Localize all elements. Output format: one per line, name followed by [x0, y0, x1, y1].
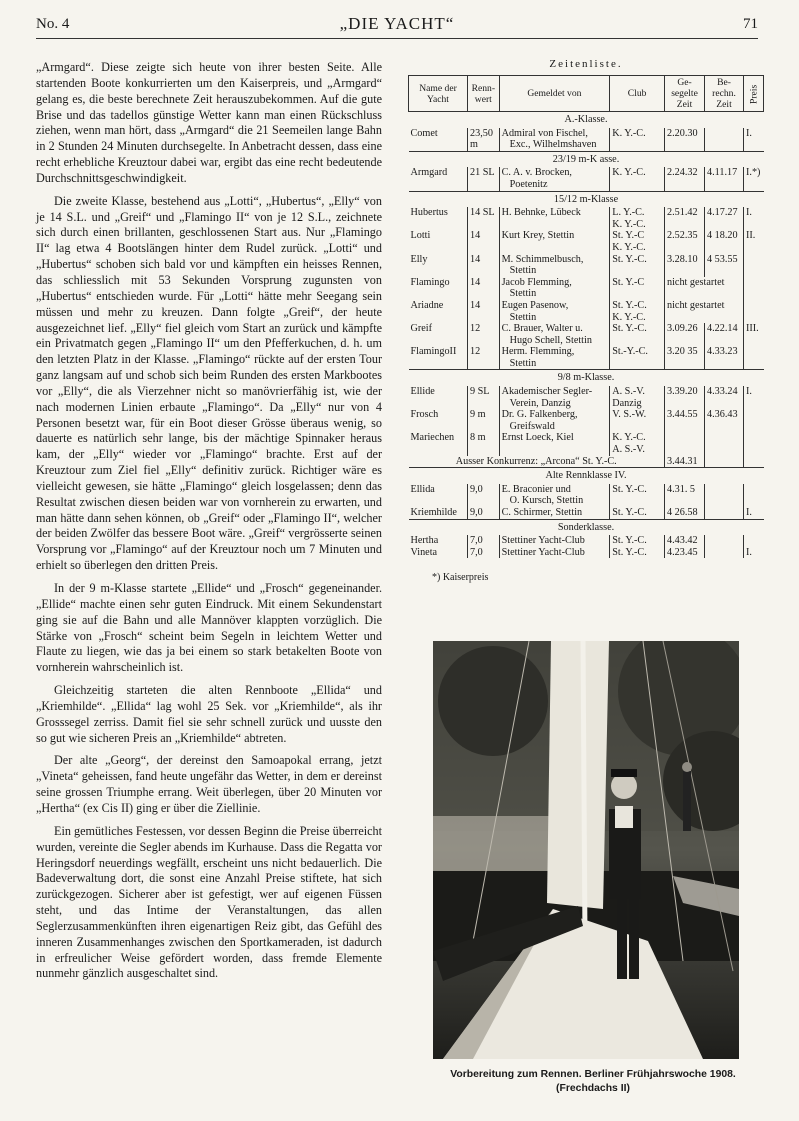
cell-preis [744, 254, 764, 277]
cell-club [610, 128, 665, 152]
cell-rennwert [468, 346, 500, 370]
cell-name: Hertha [410, 535, 439, 547]
cell-gesegelt: 3.28.10 [665, 254, 705, 277]
cell-rennwert [468, 277, 500, 300]
owner-line-1: Kurt Krey, Stettin [501, 230, 575, 242]
cell-club [610, 484, 665, 507]
cell-preis [744, 277, 764, 300]
owner-line-1: Jacob Flemming, [501, 276, 572, 288]
results-table [408, 75, 764, 558]
cell-berechnet: 4.33.24 [705, 386, 744, 409]
table-row [409, 535, 764, 547]
cell-berechnet [705, 128, 744, 152]
owner-line-2: Stettin [509, 357, 537, 369]
cell-berechnet [705, 535, 744, 547]
page-number: 71 [743, 16, 758, 32]
cell-name: Hubertus [410, 207, 448, 219]
cell-gemeldet [499, 323, 610, 346]
cell-preis [744, 346, 764, 370]
col-header-club: Club [610, 76, 665, 112]
club-line-2: Danzig [612, 397, 642, 409]
col-header-name: Name der Yacht [409, 76, 468, 112]
cell-gesegelt: 4.31. 5 [665, 484, 705, 507]
club-line-1: St. Y.-C. [612, 253, 647, 265]
cell-club [610, 547, 665, 559]
table-row [409, 409, 764, 432]
cell-gemeldet [499, 386, 610, 409]
cell-club [610, 167, 665, 191]
cell-name: Kriemhilde [410, 507, 457, 518]
cell-club [610, 300, 665, 323]
cell-gemeldet [499, 547, 610, 559]
owner-line-1: C. A. v. Brocken, [501, 167, 572, 179]
table-title: Zeitenliste. [549, 58, 623, 70]
cell-gemeldet [499, 346, 610, 370]
cell-gemeldet [499, 167, 610, 191]
table-row [409, 346, 764, 370]
cell-rennwert [468, 254, 500, 277]
cell-club [610, 507, 665, 519]
club-line-1: St. Y.-C. [612, 299, 647, 311]
club-line-1: K. Y.-C. [612, 127, 646, 139]
rennwert-value: 14 [470, 230, 481, 242]
cell-club [610, 535, 665, 547]
cell-preis [744, 484, 764, 507]
cell-club [610, 323, 665, 346]
cell-preis [744, 300, 764, 323]
rennwert-value: 14 [470, 276, 481, 288]
cell-club [610, 409, 665, 432]
cell-name: Frosch [410, 409, 439, 421]
rennwert-value: 7,0 [470, 535, 483, 547]
cell-preis [744, 456, 764, 468]
cell-berechnet: 4.33.23 [705, 346, 744, 370]
section-label: 15/12 m-Klasse [409, 191, 764, 207]
cell-gesegelt: 2.52.35 [665, 230, 705, 253]
cell-gemeldet [499, 409, 610, 432]
owner-line-2: Stettin [509, 288, 537, 300]
rennwert-value: 14 SL [470, 207, 495, 219]
cell-gemeldet [499, 300, 610, 323]
owner-line-2: Greifswald [509, 420, 555, 432]
cell-preis: I. [744, 386, 764, 409]
cell-name: Vineta [410, 546, 438, 558]
table-row [409, 484, 764, 507]
cell-preis: I. [744, 547, 764, 559]
cell-status: nicht gestartet [665, 300, 744, 323]
owner-line-2: Stettin [509, 265, 537, 277]
table-body [409, 112, 764, 559]
table-row [409, 547, 764, 559]
table-section-row [409, 112, 764, 128]
cell-club [610, 207, 665, 230]
cell-gesegelt [665, 432, 705, 455]
cell-rennwert [468, 207, 500, 230]
table-row [409, 323, 764, 346]
cell-gesegelt: 2.24.32 [665, 167, 705, 191]
owner-line-1: Akademischer Segler- [501, 386, 593, 398]
cell-rennwert [468, 386, 500, 409]
owner-line-1: Stettiner Yacht-Club [501, 535, 585, 547]
cell-gesegelt: 3.44.31 [665, 456, 705, 468]
cell-berechnet: 4.17.27 [705, 207, 744, 230]
cell-rennwert [468, 167, 500, 191]
owner-line-1: Stettiner Yacht-Club [501, 546, 585, 558]
cell-club [610, 432, 665, 455]
sailboat-photo-illustration [433, 641, 739, 1059]
cell-preis [744, 409, 764, 432]
rennwert-unit: m [470, 139, 478, 151]
section-label: 9/8 m-Klasse. [409, 370, 764, 386]
cell-gemeldet [499, 507, 610, 519]
cell-rennwert [468, 432, 500, 455]
club-line-2: K. Y.-C. [612, 218, 646, 230]
table-row [409, 207, 764, 230]
caption-line-2: (Frechdachs II) [556, 1083, 630, 1094]
cell-name: FlamingoII [410, 346, 457, 358]
cell-preis: III. [744, 323, 764, 346]
section-label: A.-Klasse. [409, 112, 764, 128]
table-row [409, 300, 764, 323]
owner-line-2: Hugo Schell, Stettin [509, 334, 592, 346]
club-line-2: K. Y.-C. [612, 311, 646, 323]
rennwert-value: 9 SL [470, 386, 490, 398]
table-row [409, 432, 764, 455]
table-row [409, 507, 764, 519]
cell-berechnet [705, 547, 744, 559]
cell-name: Elly [410, 253, 428, 265]
cell-berechnet: 4.11.17 [705, 167, 744, 191]
cell-berechnet [705, 507, 744, 519]
cell-gemeldet [499, 432, 610, 455]
cell-rennwert [468, 535, 500, 547]
col-header-preis: Preis [744, 76, 764, 112]
club-line-1: K. Y.-C. [612, 432, 646, 444]
owner-line-1: M. Schimmelbusch, [501, 253, 584, 265]
cell-preis: I.*) [744, 167, 764, 191]
cell-berechnet [705, 432, 744, 455]
club-line-1: St. Y.-C [612, 230, 645, 242]
cell-gesegelt: 2.51.42 [665, 207, 705, 230]
magazine-title: „DIE YACHT“ [339, 14, 455, 33]
club-line-1: A. S.-V. [612, 386, 645, 398]
cell-rennwert [468, 547, 500, 559]
cell-rennwert [468, 323, 500, 346]
rennwert-value: 9 m [470, 409, 486, 421]
owner-line-1: C. Schirmer, Stettin [501, 507, 583, 518]
caption-line-1: Vorbereitung zum Rennen. Berliner Frühjahrswoche 1908. [450, 1069, 736, 1080]
cell-club [610, 254, 665, 277]
rennwert-value: 9,0 [470, 483, 483, 495]
rennwert-value: 14 [470, 253, 481, 265]
rennwert-value: 12 [470, 346, 481, 358]
cell-preis: I. [744, 207, 764, 230]
owner-line-1: Admiral von Fischel, [501, 127, 588, 139]
rennwert-value: 21 SL [470, 167, 495, 179]
cell-name: Greif [410, 323, 432, 335]
owner-line-2: Verein, Danzig [509, 397, 571, 409]
photo-sailboat [433, 641, 739, 1059]
table-header-row [409, 76, 764, 112]
paragraph: Die zweite Klasse, bestehend aus „Lotti“, „Hubertus“, „Elly“ von je 14 S.L. und „Greif“ und „Flamingo II“ von je 12 S.L., zeichnete sich durch einen brillanten, geschlossenen Start aus. Nur „Flamingo II“ lag etwa 4 Bootslängen hinter dem Rudel zurück. „Lotti“ und „Hubertus“ schoben sich bald vor und kämpften ein heisses Rennen, das schliesslich mit 53 Sekunden Vorsprung zugunsten von „Hubertus“ entschieden wurde. Für „Lotti“ hätte mehr Seegang sein müssen und mehr zu kreuzen. Dann folgte „Greif“, der heute ausgezeichnet lief. „Elly“ fiel gleich vom Start an zurück und kämpfte ein Privatmatch gegen „Flamingo II“ um den Pfefferkuchen, d. h. um den letzten Platz in der Klasse. „Flamingo“ rückte auf der ersten Tour ganz langsam auf und schob sich beim Runden des ersten Markbootes vor „Elly“, die als Vierzehner nicht so manövrierfähig ist, wie der nach modernen Linien erbaute „Flamingo“. Da „Elly“ nur von 4 Personen besetzt war, für ein Boot dieser Grösse überaus wenig, so dauerte es natürlich sehr lange, bis der mächtige Spinnaker heraus kam, der „Elly“ wieder vor „Flamingo“ brachte. Erst auf der Kreuztour zum Ziel fiel „Elly“ definitiv zurück. Richtiger wäre es vielleicht gewesen, sie hätte „Flamingo“ gleich losgelassen; denn das Resultat zwischen diesen beiden war von vornherein zu erwarten, und man hätte dann sehen können, ob „Greif“ oder „Flamingo II“, welcher der beiden Zwölfer das bessere Boot wäre. „Greif“ vergrösserte seinen Vorsprung vor „Flamingo“ auf der Kreuztour noch um 7 Minuten und erhielt so überlegen den dritten Preis. [36, 193, 382, 573]
cell-rennwert [468, 409, 500, 432]
club-line-1: St. Y.-C. [612, 507, 647, 518]
special-label: Ausser Konkurrenz: „Arcona“ St. Y.-C. [455, 455, 617, 467]
rennwert-value: 14 [470, 299, 481, 311]
article-column [36, 60, 382, 989]
cell-name: Lotti [410, 230, 431, 242]
col-header-berechnet: Be- rechn. Zeit [705, 76, 744, 112]
paragraph: „Armgard“. Diese zeigte sich heute von ihrer besten Seite. Alle startenden Boote konkurrierten um den Kaiserpreis, und „Armgard“ gelang es, die beste berechnete Zeit herauszubekommen. Auf die gute Brise und das tadellos günstige Wetter kann man einen Rückschluss ziehen, wenn man hört, dass „Armgard“ die 21 Seemeilen lange Bahn in 2 Stunden 24 Minuten durchsegelte. In Anbetracht dessen, dass eine recht erhebliche Kreuztour dabei war, ergibt das eine recht bedeutende Durchschnittsgeschwindigkeit. [36, 60, 382, 185]
cell-gesegelt: 4.23.45 [665, 547, 705, 559]
cell-berechnet: 4.22.14 [705, 323, 744, 346]
cell-gemeldet [499, 230, 610, 253]
cell-berechnet: 4 18.20 [705, 230, 744, 253]
cell-name: Armgard [410, 167, 448, 179]
club-line-1: St. Y.-C. [612, 323, 647, 335]
cell-name: Mariechen [410, 432, 455, 444]
header-rule [36, 38, 758, 39]
rennwert-value: 23,50 [470, 127, 493, 139]
owner-line-2: Poetenitz [509, 178, 548, 190]
cell-preis: I. [744, 128, 764, 152]
club-line-1: St. Y.-C. [612, 535, 647, 547]
cell-name: Ellide [410, 386, 435, 398]
results-table-block [408, 58, 764, 583]
cell-status: nicht gestartet [665, 277, 744, 300]
club-line-1: K. Y.-C. [612, 167, 646, 179]
owner-line-2: Exc., Wilhelmshaven [509, 139, 597, 151]
table-row [409, 254, 764, 277]
rennwert-value: 12 [470, 323, 481, 335]
club-line-2: A. S.-V. [612, 444, 645, 456]
cell-rennwert [468, 230, 500, 253]
owner-line-2: O. Kursch, Stettin [509, 495, 584, 507]
cell-gesegelt: 3.39.20 [665, 386, 705, 409]
cell-name: Ariadne [410, 299, 444, 311]
cell-rennwert [468, 484, 500, 507]
col-header-gesegelt: Ge- segelte Zeit [665, 76, 705, 112]
table-row [409, 277, 764, 300]
cell-gesegelt: 4.43.42 [665, 535, 705, 547]
club-line-2: K. Y.-C. [612, 241, 646, 253]
owner-line-1: Eugen Pasenow, [501, 299, 569, 311]
owner-line-1: H. Behnke, Lübeck [501, 207, 581, 219]
table-section-row [409, 519, 764, 535]
cell-preis: I. [744, 507, 764, 519]
table-row [409, 167, 764, 191]
rennwert-value: 9,0 [470, 507, 483, 518]
table-section-row [409, 151, 764, 167]
table-section-row [409, 370, 764, 386]
cell-club [610, 346, 665, 370]
club-line-1: L. Y.-C. [612, 207, 645, 219]
cell-gesegelt: 4 26.58 [665, 507, 705, 519]
cell-gemeldet [499, 254, 610, 277]
cell-berechnet [705, 456, 744, 468]
owner-line-1: E. Braconier und [501, 483, 571, 495]
cell-gemeldet [499, 277, 610, 300]
owner-line-1: C. Brauer, Walter u. [501, 323, 583, 335]
section-label: Alte Rennklasse IV. [409, 468, 764, 484]
cell-preis [744, 432, 764, 455]
cell-club [610, 277, 665, 300]
cell-gesegelt: 3.44.55 [665, 409, 705, 432]
owner-line-1: Dr. G. Falkenberg, [501, 409, 578, 421]
cell-berechnet: 4.36.43 [705, 409, 744, 432]
table-row [409, 230, 764, 253]
cell-gemeldet [499, 484, 610, 507]
cell-berechnet: 4 53.55 [705, 254, 744, 277]
issue-number: No. 4 [36, 16, 70, 32]
cell-gemeldet [499, 128, 610, 152]
cell-club [610, 386, 665, 409]
paragraph: In der 9 m-Klasse startete „Ellide“ und „Frosch“ gegeneinander. „Ellide“ machte einen sehr guten Eindruck. Mit einem Sekundenstart ging sie auf die Bahn und alle Mannöver klappten vorzüglich. Die Stärke von „Frosch“ scheint beim Segeln in leichtem Wetter und Flaute zu liegen, wie das ja bei einem so stark betakelten Boote von vornherein wahrscheinlich ist. [36, 581, 382, 675]
cell-gemeldet [499, 535, 610, 547]
cell-club [610, 230, 665, 253]
cell-rennwert [468, 507, 500, 519]
cell-gesegelt: 3.09.26 [665, 323, 705, 346]
col-header-rennwert: Renn- wert [468, 76, 500, 112]
cell-rennwert [468, 300, 500, 323]
section-label: Sonderklasse. [409, 519, 764, 535]
cell-rennwert [468, 128, 500, 152]
table-row [409, 386, 764, 409]
club-line-1: St. Y.-C. [612, 483, 647, 495]
owner-line-1: Ernst Loeck, Kiel [501, 432, 574, 444]
club-line-1: St. Y.-C [612, 276, 645, 288]
col-header-gemeldet: Gemeldet von [499, 76, 610, 112]
section-label: 23/19 m-K asse. [409, 151, 764, 167]
table-special-row [409, 456, 764, 468]
cell-berechnet [705, 484, 744, 507]
cell-name: Flamingo [410, 276, 450, 288]
cell-preis [744, 535, 764, 547]
photo-caption [428, 1068, 758, 1096]
table-section-row [409, 191, 764, 207]
club-line-1: St. Y.-C. [612, 546, 647, 558]
cell-gemeldet [499, 207, 610, 230]
paragraph: Der alte „Georg“, der dereinst den Samoapokal errang, jetzt „Vineta“ geheissen, fand heute ungefähr das Wetter, in dem er dereinst seine grossen Triumphe errang. Weit überlegen, über 20 Minuten vor „Hertha“ (ex Cis II) ging er über die Ziellinie. [36, 753, 382, 815]
running-header [36, 14, 758, 38]
cell-name: Ellida [410, 483, 435, 495]
cell-preis: II. [744, 230, 764, 253]
rennwert-value: 7,0 [470, 546, 483, 558]
cell-gesegelt: 3.20 35 [665, 346, 705, 370]
club-line-1: V. S.-W. [612, 409, 647, 421]
table-section-row [409, 468, 764, 484]
paragraph: Ein gemütliches Festessen, vor dessen Beginn die Preise überreicht wurden, vereinte die Segler abends im Kurhause. Dass die Regatta vor Heringsdorf neuerdings wegfällt, erscheint uns nicht bedauerlich. Die Badeverwaltung dort, die sonst eine Anzahl Preise stiftete, hat sich zurückgezogen. Sicherer aber ist gefestigt, wer auf eigenen Füssen steht, und das Intime der Veranstaltungen, das allen Seglerzusammenkünften ihren eigenartigen Reiz gibt, das Gefühl des inneren Zusammenhanges zwischen den Sportkameraden, ist dadurch in erfreulicher Weise gefördert worden, dass fremde Elemente nunmehr gänzlich ausgeschaltet sind. [36, 823, 382, 981]
cell-gesegelt: 2.20.30 [665, 128, 705, 152]
table-row [409, 128, 764, 152]
footnote: *) Kaiserpreis [432, 572, 489, 584]
club-line-1: St.-Y.-C. [612, 346, 648, 358]
paragraph: Gleichzeitig starteten die alten Rennboote „Ellida“ und „Kriemhilde“. „Ellida“ lag wohl 25 Sek. vor „Kriemhilde“, als ihr Grosssegel zerriss. Damit fiel sie sehr schnell zurück und uusste den so gut wie sicheren Preis an „Kriemhilde“ abtreten. [36, 683, 382, 745]
rennwert-value: 8 m [470, 432, 486, 444]
cell-name: Comet [410, 127, 438, 139]
owner-line-1: Herm. Flemming, [501, 346, 575, 358]
owner-line-2: Stettin [509, 311, 537, 323]
